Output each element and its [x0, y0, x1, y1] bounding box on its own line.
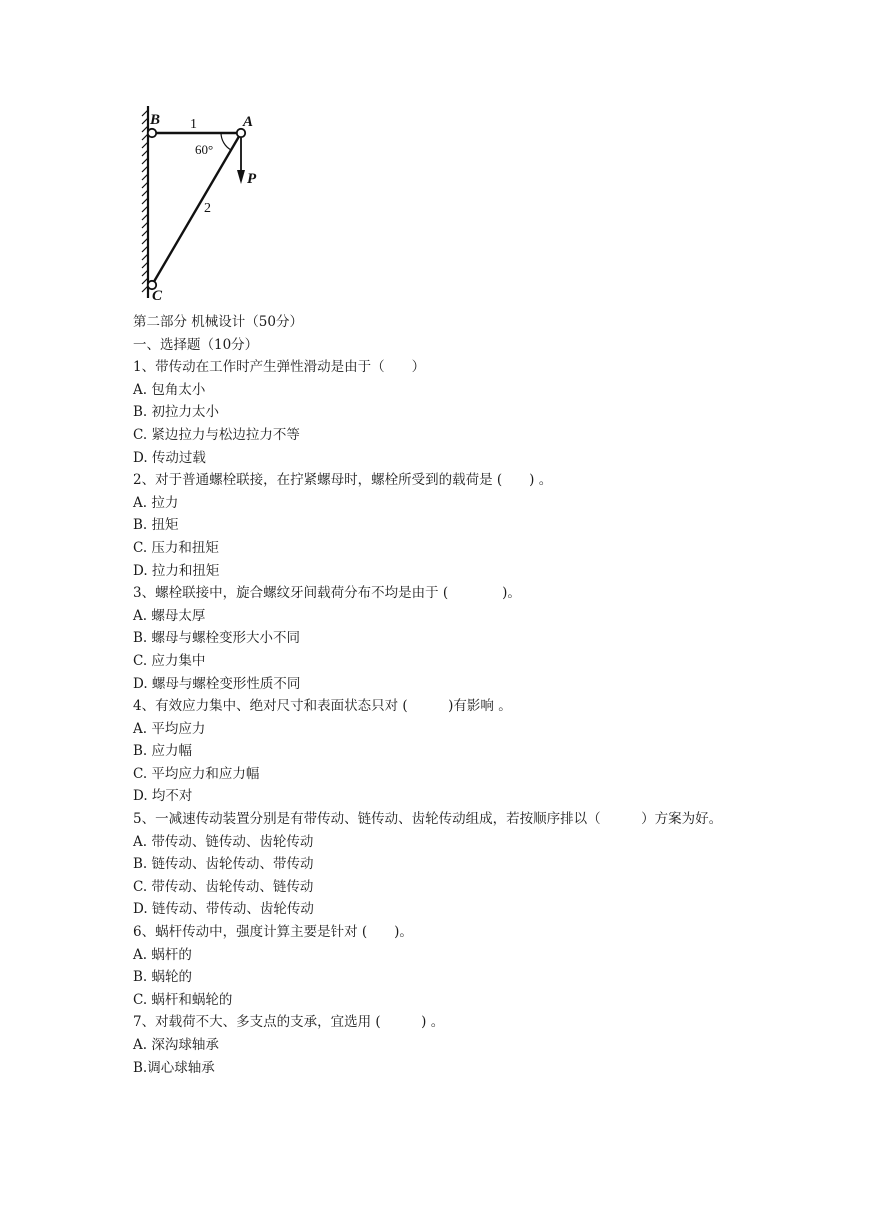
question-2-option-b: B. 扭矩	[133, 517, 179, 534]
angle-arc	[221, 133, 231, 150]
question-5-option-b: B. 链传动、齿轮传动、带传动	[133, 856, 314, 873]
question-6-stem: 6、蜗杆传动中，强度计算主要是针对 ( )。	[133, 924, 413, 941]
question-6-option-b: B. 蜗轮的	[133, 969, 193, 986]
question-2-stem: 2、对于普通螺栓联接，在拧紧螺母时，螺栓所受到的载荷是 ( ) 。	[133, 472, 553, 489]
truss-diagram	[128, 96, 288, 306]
question-5-stem: 5、一减速传动装置分别是有带传动、链传动、齿轮传动组成，若按顺序排以（ ）方案为好。	[133, 811, 723, 828]
question-7-stem: 7、对载荷不大、多支点的支承，宜选用 ( ) 。	[133, 1014, 445, 1031]
label-angle: 60°	[195, 142, 214, 157]
exam-content	[133, 311, 753, 1079]
question-4-option-c: C. 平均应力和应力幅	[133, 765, 260, 782]
question-3-option-d: D. 螺母与螺栓变形性质不同	[133, 675, 301, 692]
joint-a	[237, 129, 245, 137]
question-6-option-c: C. 蜗杆和蜗轮的	[133, 991, 233, 1008]
question-2-option-a: A. 拉力	[133, 494, 179, 511]
question-5-option-a: A. 带传动、链传动、齿轮传动	[133, 833, 314, 850]
question-4-option-b: B. 应力幅	[133, 743, 193, 760]
question-7-option-b: B.调心球轴承	[133, 1059, 215, 1076]
question-3-option-a: A. 螺母太厚	[133, 607, 206, 624]
question-1-stem: 1、带传动在工作时产生弹性滑动是由于（ ）	[133, 359, 426, 376]
question-4-stem: 4、有效应力集中、绝对尺寸和表面状态只对 ( )有影响 。	[133, 698, 512, 715]
question-1-option-c: C. 紧边拉力与松边拉力不等	[133, 426, 300, 443]
section-subtitle: 一、选择题（10分）	[133, 336, 259, 353]
label-b: B	[150, 112, 161, 128]
question-3-option-c: C. 应力集中	[133, 652, 206, 669]
label-c: C	[152, 288, 163, 304]
question-2-option-d: D. 拉力和扭矩	[133, 562, 220, 579]
load-arrow-head	[237, 170, 245, 184]
wall-hatch	[142, 106, 148, 298]
section-title: 第二部分 机械设计（50分）	[133, 314, 303, 330]
label-bar-1: 1	[190, 117, 197, 132]
question-1-option-d: D. 传动过载	[133, 449, 206, 466]
question-5-option-d: D. 链传动、带传动、齿轮传动	[133, 901, 314, 918]
question-4-option-d: D. 均不对	[133, 788, 193, 805]
question-3-option-b: B. 螺母与螺栓变形大小不同	[133, 630, 301, 647]
label-p: P	[247, 171, 257, 187]
joint-b	[148, 129, 156, 137]
question-1-option-a: A. 包角太小	[133, 381, 206, 398]
question-2-option-c: C. 压力和扭矩	[133, 539, 219, 556]
question-3-stem: 3、螺栓联接中，旋合螺纹牙间载荷分布不均是由于 ( )。	[133, 585, 521, 602]
question-4-option-a: A. 平均应力	[133, 720, 206, 737]
label-bar-2: 2	[204, 201, 211, 216]
question-7-option-a: A. 深沟球轴承	[133, 1037, 219, 1053]
label-a: A	[243, 114, 254, 130]
question-5-option-c: C. 带传动、齿轮传动、链传动	[133, 878, 314, 895]
question-6-option-a: A. 蜗杆的	[133, 946, 192, 963]
question-1-option-b: B. 初拉力太小	[133, 404, 220, 421]
